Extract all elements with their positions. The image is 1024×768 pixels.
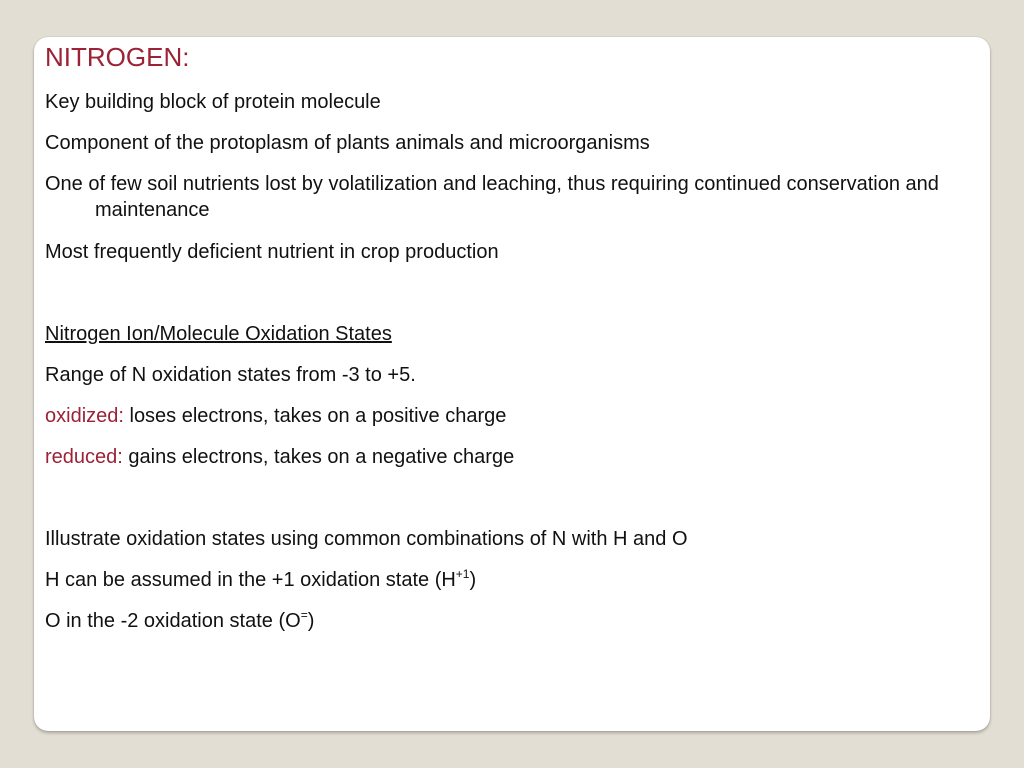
h-state-text: H can be assumed in the +1 oxidation state (H bbox=[45, 569, 456, 591]
bullet-protein: Key building block of protein molecule bbox=[45, 91, 381, 113]
o-oxidation-state bbox=[45, 608, 314, 634]
oxidized-term: oxidized: bbox=[45, 405, 124, 427]
oxidized-text: loses electrons, takes on a positive charge bbox=[123, 405, 507, 427]
h-state-superscript: +1 bbox=[455, 567, 470, 581]
reduced-term: reduced: bbox=[45, 446, 123, 468]
o-state-superscript: = bbox=[300, 608, 308, 622]
bullet-volatilization: One of few soil nutrients lost by volatilization and leaching, thus requiring continued conservation and maintenance bbox=[45, 173, 939, 221]
range-text: Range of N oxidation states from -3 to +5. bbox=[45, 364, 416, 386]
reduced-definition bbox=[45, 444, 514, 470]
illustrate-text: Illustrate oxidation states using common combinations of N with H and O bbox=[45, 528, 688, 550]
slide-title: NITROGEN: bbox=[45, 42, 190, 72]
o-state-close: ) bbox=[307, 610, 315, 632]
section-heading: Nitrogen Ion/Molecule Oxidation States bbox=[45, 323, 392, 345]
bullet-deficient: Most frequently deficient nutrient in crop production bbox=[45, 241, 499, 263]
o-state-text: O in the -2 oxidation state (O bbox=[45, 610, 301, 632]
h-state-close: ) bbox=[469, 569, 477, 591]
h-oxidation-state bbox=[45, 567, 476, 593]
bullet-protoplasm: Component of the protoplasm of plants animals and microorganisms bbox=[45, 132, 650, 154]
oxidized-definition bbox=[45, 403, 506, 429]
reduced-text: gains electrons, takes on a negative charge bbox=[122, 446, 515, 468]
